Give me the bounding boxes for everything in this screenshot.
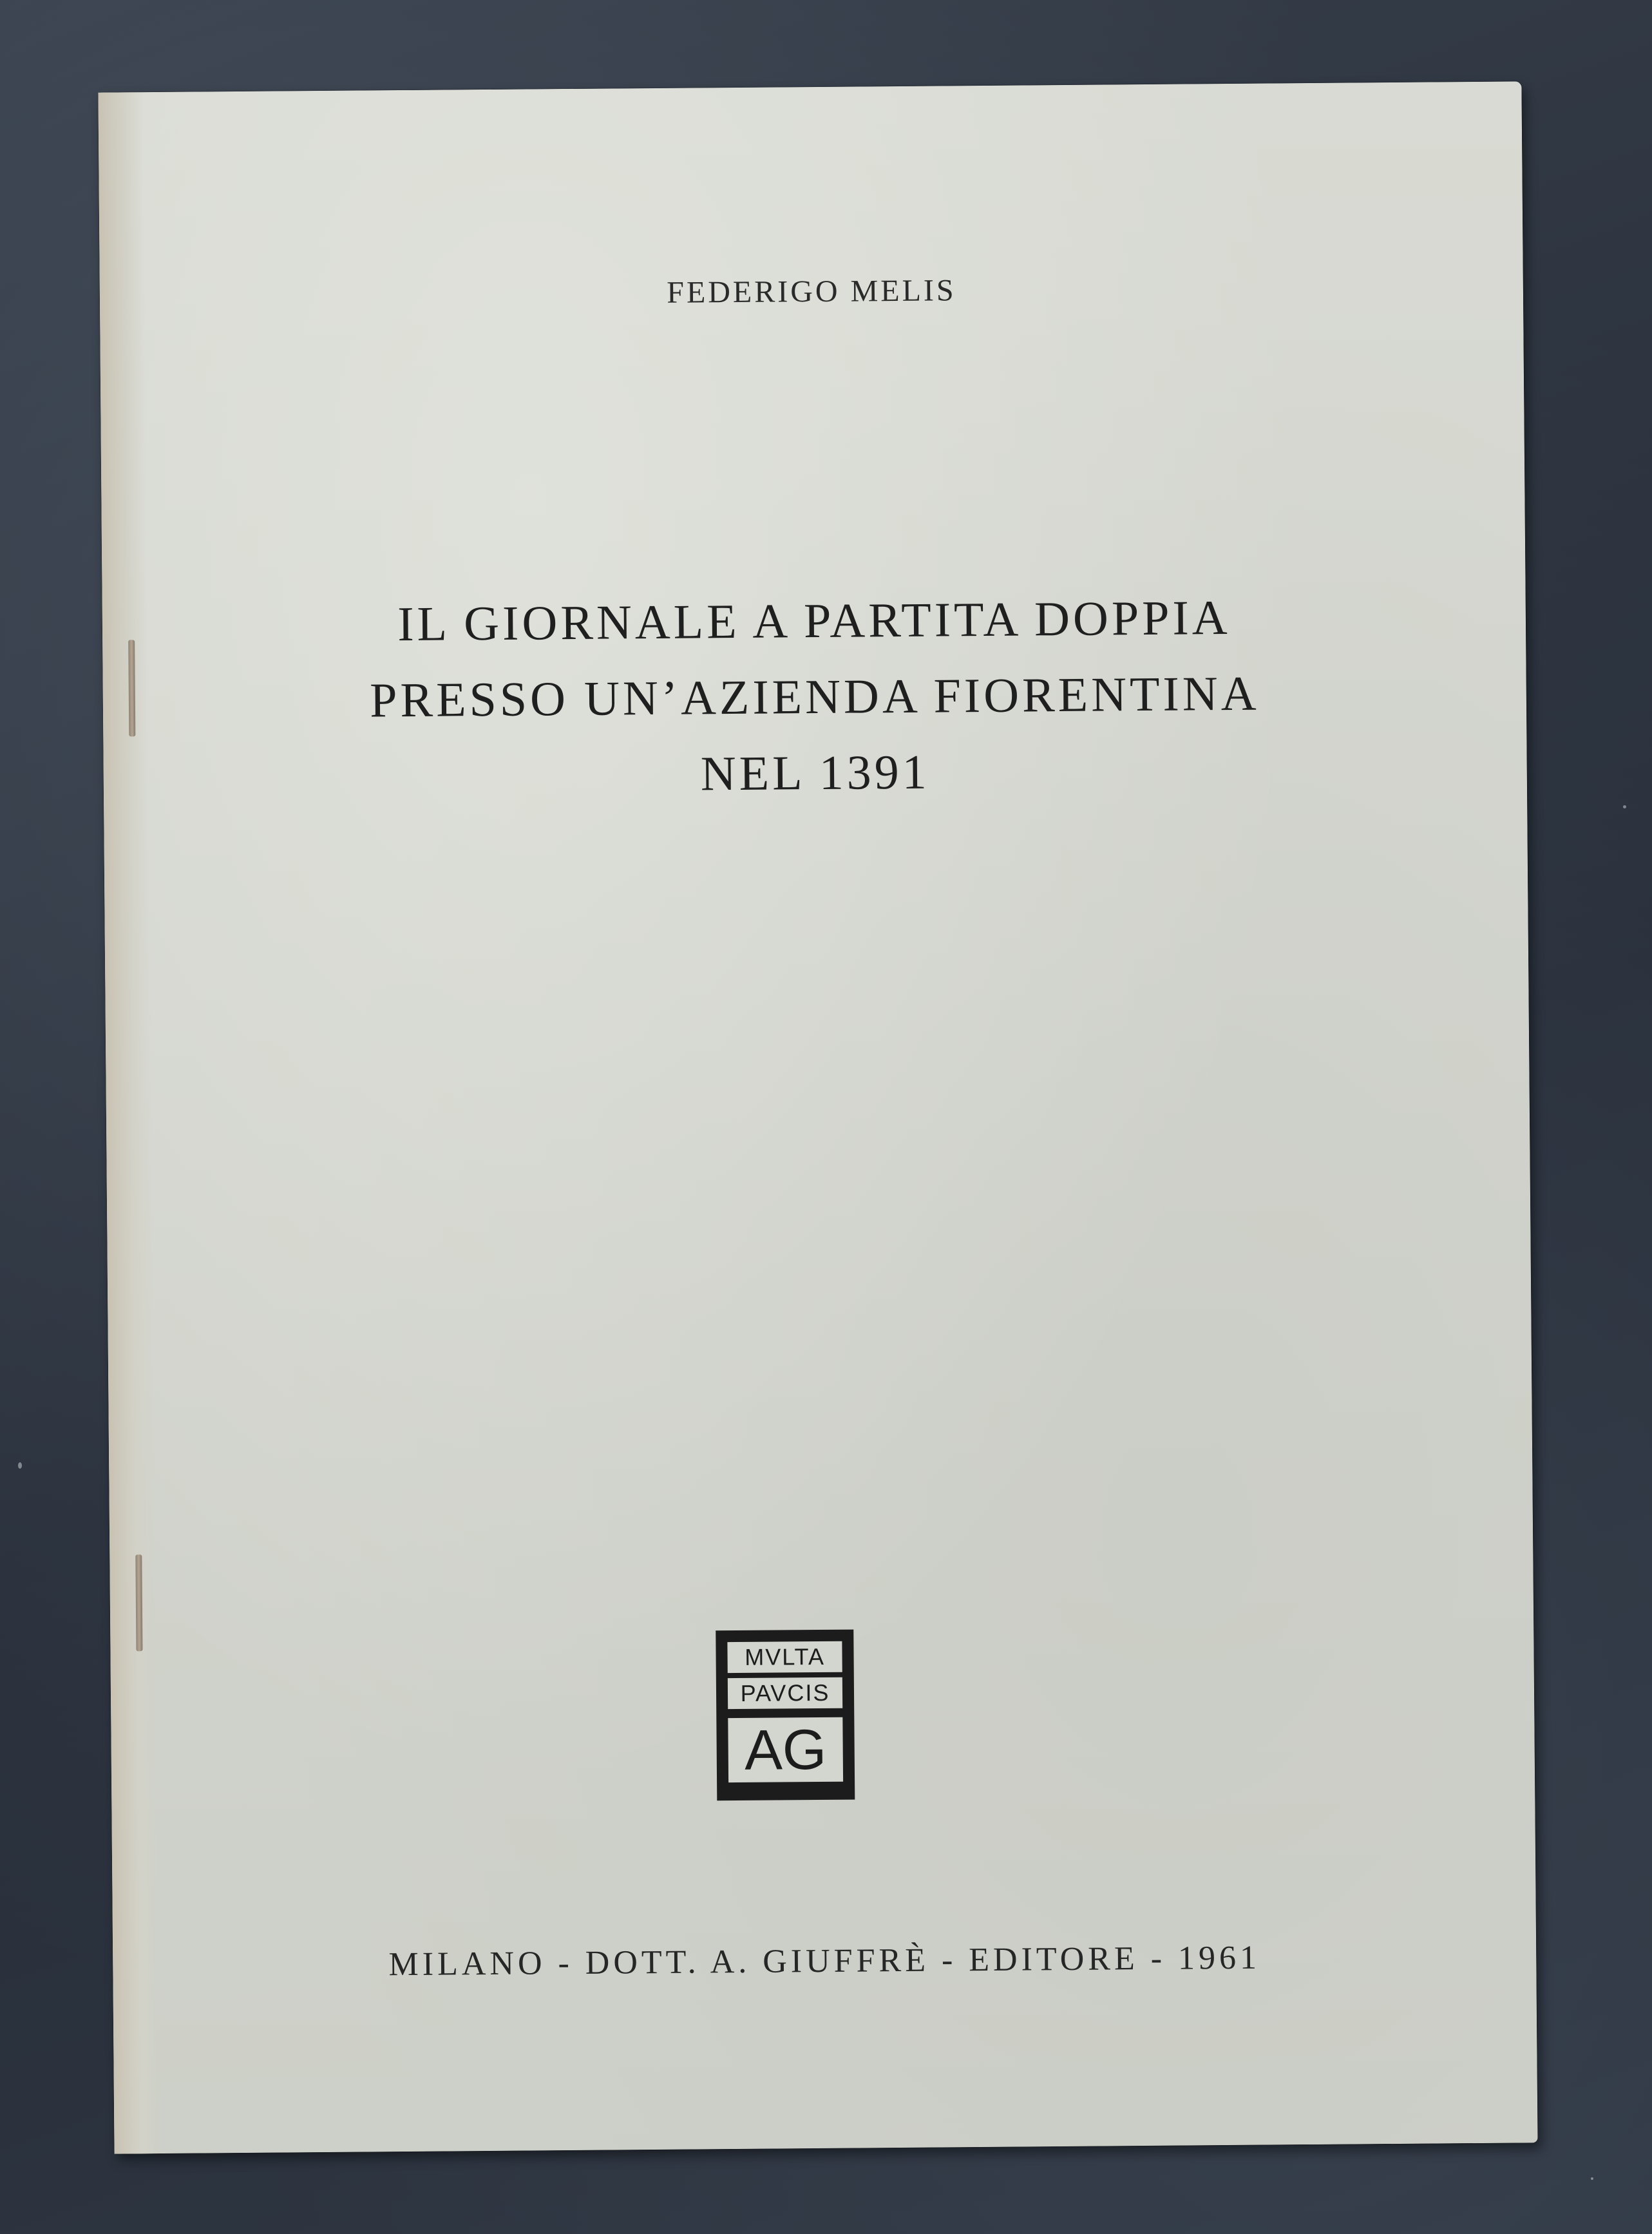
logo-monogram: AG <box>728 1717 843 1782</box>
pamphlet-cover <box>98 81 1537 2153</box>
title-line-3: NEL 1391 <box>700 745 931 801</box>
staple-bottom <box>135 1554 142 1651</box>
background-speck <box>1591 2177 1593 2180</box>
pamphlet-spine <box>98 92 159 2153</box>
logo-motto-line-2: PAVCIS <box>728 1677 842 1709</box>
logo-motto-line-1: MVLTA <box>727 1641 842 1673</box>
book-title <box>102 577 1528 816</box>
title-line-1: IL GIORNALE A PARTITA DOPPIA <box>397 590 1231 652</box>
publisher-imprint: MILANO - DOTT. A. GIUFFRÈ - EDITORE - 1961 <box>388 1939 1261 1983</box>
author-name: FEDERIGO MELIS <box>667 273 956 310</box>
title-line-2: PRESSO UN’AZIENDA FIORENTINA <box>369 666 1260 728</box>
publisher-logo <box>716 1630 855 1801</box>
background-speck <box>18 1462 22 1469</box>
background-speck <box>1623 805 1626 808</box>
